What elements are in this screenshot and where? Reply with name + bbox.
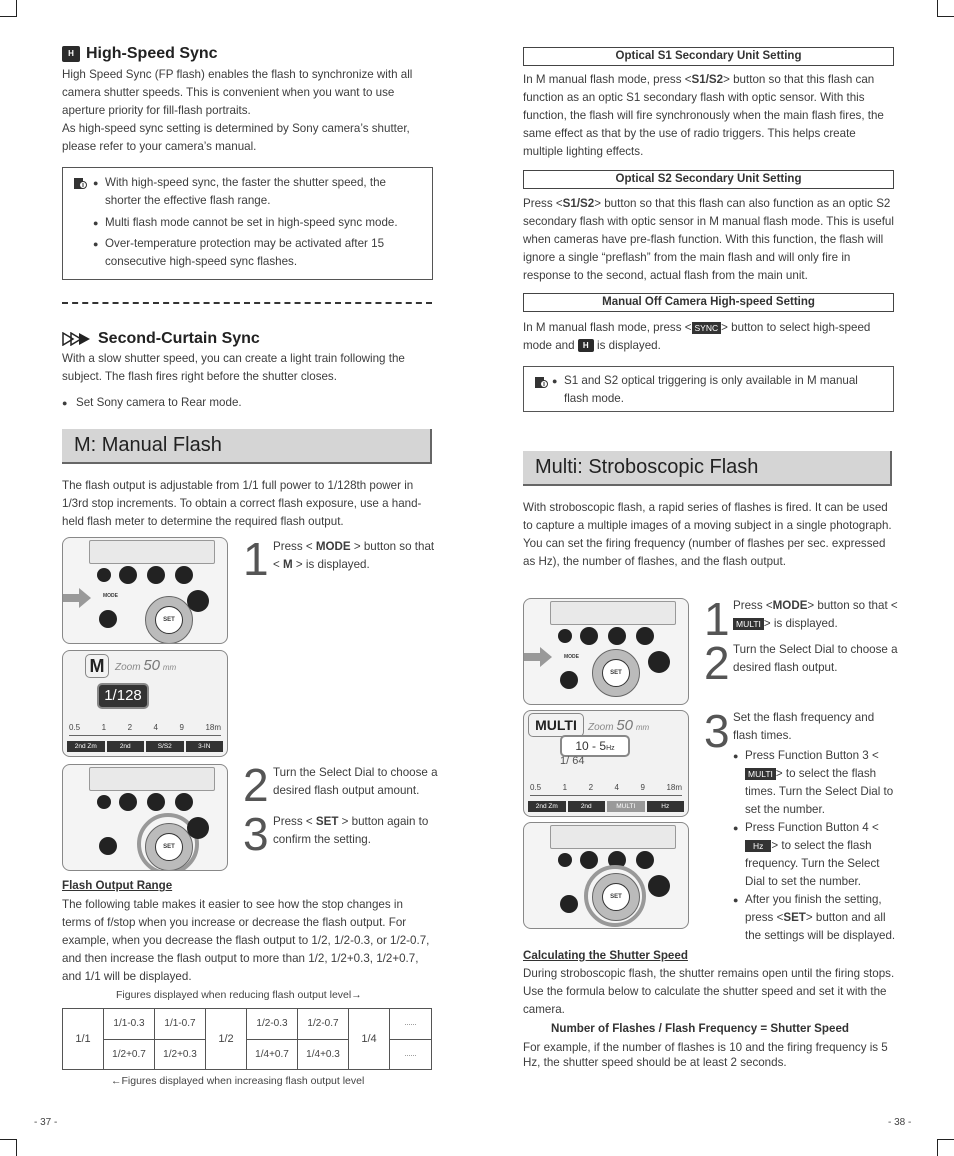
lcd-zoom: Zoom (115, 662, 141, 673)
pointer-arrow-icon (524, 647, 552, 672)
step-text: Press < SET > button again to confirm the setting. (273, 815, 429, 846)
multi-tag: MULTI (745, 768, 776, 780)
range-body: The following table makes it easier to see how the stop changes in terms of f/stop when you increase or decrease the flash output. For example, when you decrease the flash output to 1/2, 1/2-0.3, or 1/2-0.7, and then increase the flash output to more than 1/2, 1/2+0.3, 1/2+0.7, and 1/1 will be displayed. (62, 898, 430, 983)
step3-intro: Set the flash frequency and flash times. (733, 711, 875, 742)
output-range-table (62, 1008, 432, 1070)
scs-body: With a slow shutter speed, you can create a light train following the subject. The flash fires right before the shutter closes. (62, 352, 405, 383)
crop-mark (937, 1139, 954, 1156)
second-curtain-icon (62, 332, 92, 346)
set-button-label: SET (155, 606, 183, 634)
set-button-label: SET (602, 659, 630, 687)
high-speed-sync-icon: H (578, 339, 594, 352)
table-caption: Figures displayed when reducing flash output level→ (116, 989, 362, 1001)
step-number: 1 (704, 593, 730, 645)
flash-panel-illustration (62, 537, 228, 644)
step-text (733, 709, 901, 945)
flash-panel-illustration (523, 598, 689, 705)
lcd-mode: MULTI (528, 713, 584, 737)
note-icon (534, 375, 548, 394)
hz-tag: Hz (745, 840, 771, 852)
set-button-label: SET (602, 883, 630, 911)
lcd-power: 1/128 (97, 683, 149, 709)
banner-title: Multi: Stroboscopic Flash (535, 456, 759, 478)
lcd-zoom-unit: mm (635, 723, 650, 732)
step-number: 3 (243, 808, 269, 860)
note-item: ● Over-temperature protection may be activated after 15 consecutive high-speed sync flashes. (93, 235, 413, 271)
s1-body: In M manual flash mode, press <S1/S2> button so that this flash can function as an optic S1 secondary flash with optic sensor. With this function, the flash will fire synchronously when the main flash fires, the same effect as that by the use of radio triggers. This helps create multiple lighting effects. (523, 73, 884, 158)
shutter-example: For example, if the number of flashes is 10 and the firing frequency is 5 Hz, the shutter speed should be at least 2 seconds. (523, 1041, 888, 1069)
lcd-power: 1/ 64 (560, 755, 585, 767)
manual-flash-banner (62, 429, 432, 464)
hss-body (62, 66, 434, 156)
flash-panel-illustration (523, 822, 689, 929)
hss-paragraph: High Speed Sync (FP flash) enables the flash to synchronize with all camera shutter speeds. This is convenient when you want to use aperture priority for fill-flash portraits. (62, 68, 413, 117)
multi-tag: MULTI (733, 618, 764, 630)
note-icon (73, 176, 87, 195)
scs-heading (62, 330, 260, 348)
multi-body: You can set the firing frequency (number of flashes per sec. expressed as Hz), the number of flashes, and the flash output. (523, 537, 886, 568)
step-number: 2 (243, 759, 269, 811)
shutter-formula: Number of Flashes / Flash Frequency = Shutter Speed (551, 1022, 849, 1035)
page-number: - 37 - (34, 1117, 58, 1128)
lcd-zoom: Zoom (588, 722, 614, 733)
step-text: Press <MODE> button so that <MULTI > is displayed. (733, 599, 898, 630)
mochs-body: In M manual flash mode, press < SYNC > button to select high-speed mode and H is displayed. (523, 321, 871, 352)
lcd-frequency-unit: Hz (606, 745, 615, 752)
table-caption: ←Figures displayed when increasing flash output level (111, 1075, 365, 1087)
scs-title: Second-Curtain Sync (98, 330, 260, 347)
multi-flash-banner (523, 451, 892, 486)
step3-bullet: ● After you finish the setting, press <SET> button and all the settings will be displayed. (733, 891, 901, 945)
table-row: 1/2+0.7 1/2+0.3 1/4+0.7 1/4+0.3 ...... (63, 1039, 432, 1070)
banner-title: M: Manual Flash (74, 434, 222, 456)
manual-body: The flash output is adjustable from 1/1 full power to 1/128th power in 1/3rd stop increments. To obtain a correct flash exposure, use a hand-held flash meter to determine the required flash output. (62, 479, 422, 528)
flash-panel-illustration (62, 764, 228, 871)
step-text: Turn the Select Dial to choose a desired flash output. (733, 643, 898, 674)
lcd-frequency: 10 - 5 (575, 739, 607, 753)
crop-mark (937, 0, 954, 17)
section-divider (62, 302, 432, 304)
crop-mark (0, 1139, 17, 1156)
lcd-zoom-value: 50 (143, 657, 161, 674)
s1-title: Optical S1 Secondary Unit Setting (523, 47, 894, 66)
note-item: ● Multi flash mode cannot be set in high-speed sync mode. (93, 214, 413, 232)
hss-paragraph: As high-speed sync setting is determined by Sony camera’s shutter, please refer to your camera’s manual. (62, 122, 410, 153)
note-item: ● S1 and S2 optical triggering is only available in M manual flash mode. (552, 372, 884, 408)
hss-note-box (62, 167, 433, 280)
optical-note-box (523, 366, 894, 412)
s2-body: Press <S1/S2> button so that this flash can also function as an optic S2 secondary flash with optic sensor in M manual flash mode. This is useful when cameras have pre-flash function. With this function, the flash will ignore a single “preflash” from the main flash and will only fire in response to the second, actual flash from the main unit. (523, 197, 894, 282)
high-speed-sync-icon: H (62, 46, 80, 62)
hss-title: High-Speed Sync (86, 45, 218, 62)
lcd-display-illustration: M Zoom 50 mm 1/128 0.5 1 2 4 9 18m 2nd Zm 2nd S/S2 3-IN (62, 650, 228, 757)
step-text: Press < MODE > button so that < M > is displayed. (273, 540, 435, 571)
step-number: 2 (704, 637, 730, 689)
step-number: 1 (243, 533, 269, 585)
shutter-title: Calculating the Shutter Speed (523, 949, 688, 962)
mochs-title: Manual Off Camera High-speed Setting (523, 293, 894, 312)
table-row: 1/1 1/1-0.3 1/1-0.7 1/2 1/2-0.3 1/2-0.7 1/4 ...... (63, 1009, 432, 1040)
step3-bullet: ● Press Function Button 4 <Hz > to select the flash frequency. Turn the Select Dial to set the number. (733, 819, 901, 891)
step-number: 3 (704, 705, 730, 757)
scs-bullet: ● Set Sony camera to Rear mode. (62, 394, 434, 412)
set-button-label: SET (155, 833, 183, 861)
lcd-zoom-value: 50 (616, 717, 634, 734)
step-text: Turn the Select Dial to choose a desired flash output amount. (273, 766, 438, 797)
lcd-display-illustration: MULTI Zoom 50 mm 10 - 5Hz 1/ 64 0.5 1 2 4 9 18m 2nd Zm 2nd MULTI Hz (523, 710, 689, 817)
step3-bullet: ● Press Function Button 3 <MULTI > to select the flash times. Turn the Select Dial to set the number. (733, 747, 901, 819)
crop-mark (0, 0, 17, 17)
s2-title: Optical S2 Secondary Unit Setting (523, 170, 894, 189)
multi-body: With stroboscopic flash, a rapid series of flashes is fired. It can be used to capture a multiple images of a moving subject in a single photograph. (523, 501, 892, 532)
note-item: ● With high-speed sync, the faster the shutter speed, the shorter the effective flash range. (93, 174, 413, 210)
sync-tag: SYNC (692, 322, 722, 334)
hss-heading (62, 45, 218, 63)
lcd-mode: M (85, 654, 109, 678)
page-number: - 38 - (888, 1117, 912, 1128)
lcd-zoom-unit: mm (162, 663, 177, 672)
range-title: Flash Output Range (62, 879, 173, 892)
mode-label: MODE (103, 593, 118, 599)
pointer-arrow-icon (63, 588, 91, 613)
shutter-body: During stroboscopic flash, the shutter remains open until the firing stops. Use the formula below to calculate the shutter speed and set it with the camera. (523, 967, 895, 1016)
mode-label: MODE (564, 654, 579, 660)
